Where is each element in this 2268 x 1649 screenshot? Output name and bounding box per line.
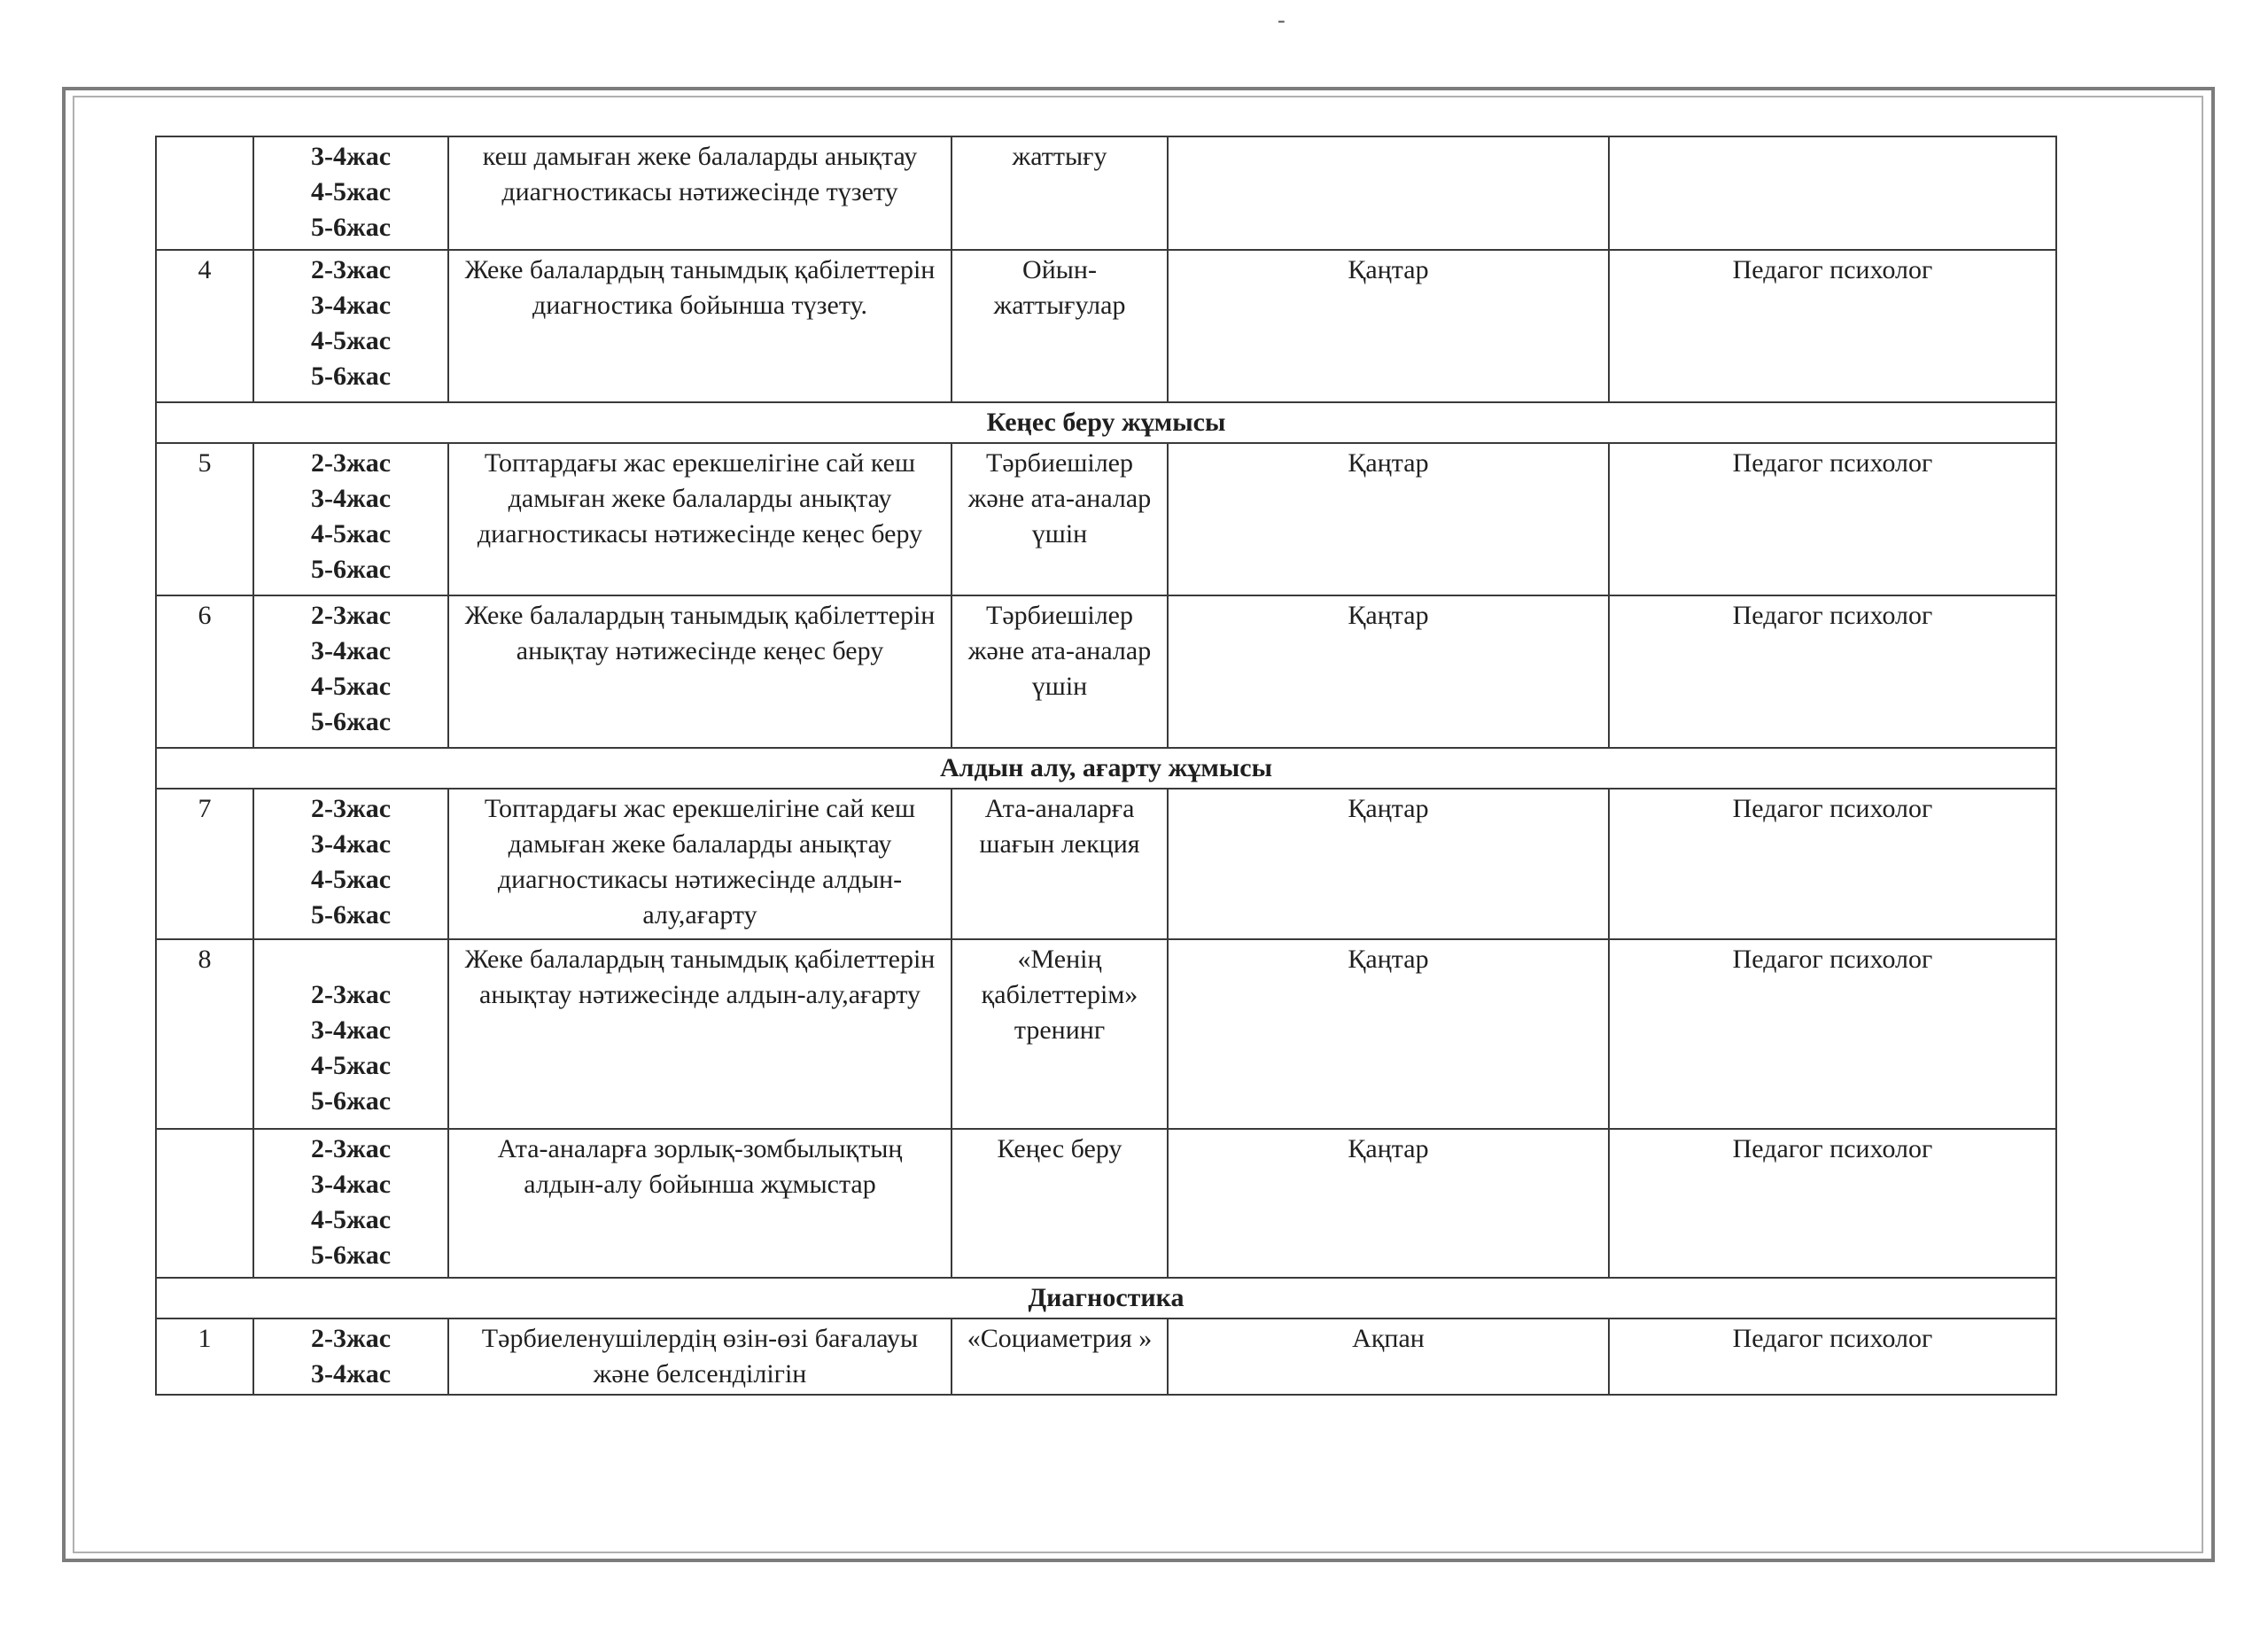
row-number: 6 (156, 595, 253, 748)
age-group: 3-4жас (310, 829, 392, 859)
work-content: кеш дамыған жеке балаларды анықтау диагностикасы нәтижесінде түзету (448, 136, 951, 250)
responsible-person: Педагог психолог (1609, 250, 2056, 402)
row-number (156, 136, 253, 250)
age-group: 3-4жас (310, 1359, 392, 1388)
responsible-person: Педагог психолог (1609, 1129, 2056, 1278)
age-group: 4-5жас (310, 672, 392, 701)
table-row (156, 250, 2056, 402)
work-content: Жеке балалардың танымдық қабілеттерін анықтау нәтижесінде алдын-алу,ағарту (448, 939, 951, 1129)
section-title: Кеңес беру жұмысы (156, 402, 2056, 443)
work-plan-table (155, 136, 2057, 1396)
responsible-person: Педагог психолог (1609, 595, 2056, 748)
age-group: 2-3жас (310, 1324, 392, 1353)
row-number: 7 (156, 789, 253, 939)
time-period: Қаңтар (1168, 250, 1609, 402)
time-period: Ақпан (1168, 1318, 1609, 1395)
table-row (156, 939, 2056, 1129)
work-form: Ойын-жаттығулар (951, 250, 1168, 402)
age-groups (253, 939, 448, 1129)
age-group: 3-4жас (310, 484, 392, 513)
age-group: 4-5жас (310, 519, 392, 548)
age-group: 4-5жас (310, 326, 392, 355)
work-form: жаттығу (951, 136, 1168, 250)
work-form: Тәрбиешілер және ата-аналар үшін (951, 595, 1168, 748)
work-content: Ата-аналарға зорлық-зомбылықтың алдын-алу бойынша жұмыстар (448, 1129, 951, 1278)
age-group: 3-4жас (310, 291, 392, 320)
table-row (156, 789, 2056, 939)
row-number: 4 (156, 250, 253, 402)
row-number: 5 (156, 443, 253, 595)
work-form: Тәрбиешілер және ата-аналар үшін (951, 443, 1168, 595)
responsible-person: Педагог психолог (1609, 443, 2056, 595)
work-form: Ата-аналарға шағын лекция (951, 789, 1168, 939)
time-period: Қаңтар (1168, 443, 1609, 595)
age-group: 2-3жас (310, 794, 392, 823)
time-period: Қаңтар (1168, 1129, 1609, 1278)
section-header-row (156, 748, 2056, 789)
age-group: 3-4жас (310, 1015, 392, 1045)
age-group: 5-6жас (310, 1086, 392, 1116)
table-row (156, 1318, 2056, 1395)
time-period (1168, 136, 1609, 250)
row-number: 8 (156, 939, 253, 1129)
work-content: Топтардағы жас ерекшелігіне сай кеш дамыған жеке балаларды анықтау диагностикасы нәтижесінде алдын-алу,ағарту (448, 789, 951, 939)
age-group: 5-6жас (310, 213, 392, 242)
age-group: 3-4жас (310, 636, 392, 665)
table-row (156, 1129, 2056, 1278)
section-title: Диагностика (156, 1278, 2056, 1318)
age-group: 4-5жас (310, 177, 392, 206)
table-row (156, 443, 2056, 595)
age-group: 5-6жас (310, 555, 392, 584)
responsible-person: Педагог психолог (1609, 1318, 2056, 1395)
age-group: 2-3жас (310, 255, 392, 284)
time-period: Қаңтар (1168, 789, 1609, 939)
section-header-row (156, 402, 2056, 443)
age-group: 5-6жас (310, 362, 392, 391)
work-content: Жеке балалардың танымдық қабілеттерін анықтау нәтижесінде кеңес беру (448, 595, 951, 748)
table-body (156, 136, 2056, 1395)
age-groups (253, 595, 448, 748)
responsible-person: Педагог психолог (1609, 789, 2056, 939)
age-group: 2-3жас (310, 601, 392, 630)
age-group: 5-6жас (310, 707, 392, 736)
age-groups (253, 1318, 448, 1395)
age-groups (253, 789, 448, 939)
age-groups (253, 443, 448, 595)
table-row (156, 136, 2056, 250)
age-group: 2-3жас (310, 448, 392, 478)
table-row (156, 595, 2056, 748)
age-group: 5-6жас (310, 900, 392, 930)
work-content: Топтардағы жас ерекшелігіне сай кеш дамыған жеке балаларды анықтау диагностикасы нәтижесінде кеңес беру (448, 443, 951, 595)
age-group: 3-4жас (310, 142, 392, 171)
time-period: Қаңтар (1168, 939, 1609, 1129)
time-period: Қаңтар (1168, 595, 1609, 748)
age-group: 2-3жас (310, 1134, 392, 1163)
age-group: 2-3жас (310, 980, 392, 1009)
work-form: «Социаметрия » (951, 1318, 1168, 1395)
age-groups (253, 250, 448, 402)
work-form: «Менің қабілеттерім» тренинг (951, 939, 1168, 1129)
age-group: 5-6жас (310, 1241, 392, 1270)
work-form: Кеңес беру (951, 1129, 1168, 1278)
row-number (156, 1129, 253, 1278)
responsible-person: Педагог психолог (1609, 939, 2056, 1129)
work-content: Жеке балалардың танымдық қабілеттерін диагностика бойынша түзету. (448, 250, 951, 402)
age-groups (253, 136, 448, 250)
age-group: 4-5жас (310, 865, 392, 894)
age-groups (253, 1129, 448, 1278)
scan-speck: - (1278, 7, 1285, 33)
section-header-row (156, 1278, 2056, 1318)
work-content: Тәрбиеленушілердің өзін-өзі бағалауы және белсенділігін (448, 1318, 951, 1395)
age-group: 4-5жас (310, 1051, 392, 1080)
section-title: Алдын алу, ағарту жұмысы (156, 748, 2056, 789)
age-group: 3-4жас (310, 1170, 392, 1199)
responsible-person (1609, 136, 2056, 250)
age-group: 4-5жас (310, 1205, 392, 1234)
row-number: 1 (156, 1318, 253, 1395)
